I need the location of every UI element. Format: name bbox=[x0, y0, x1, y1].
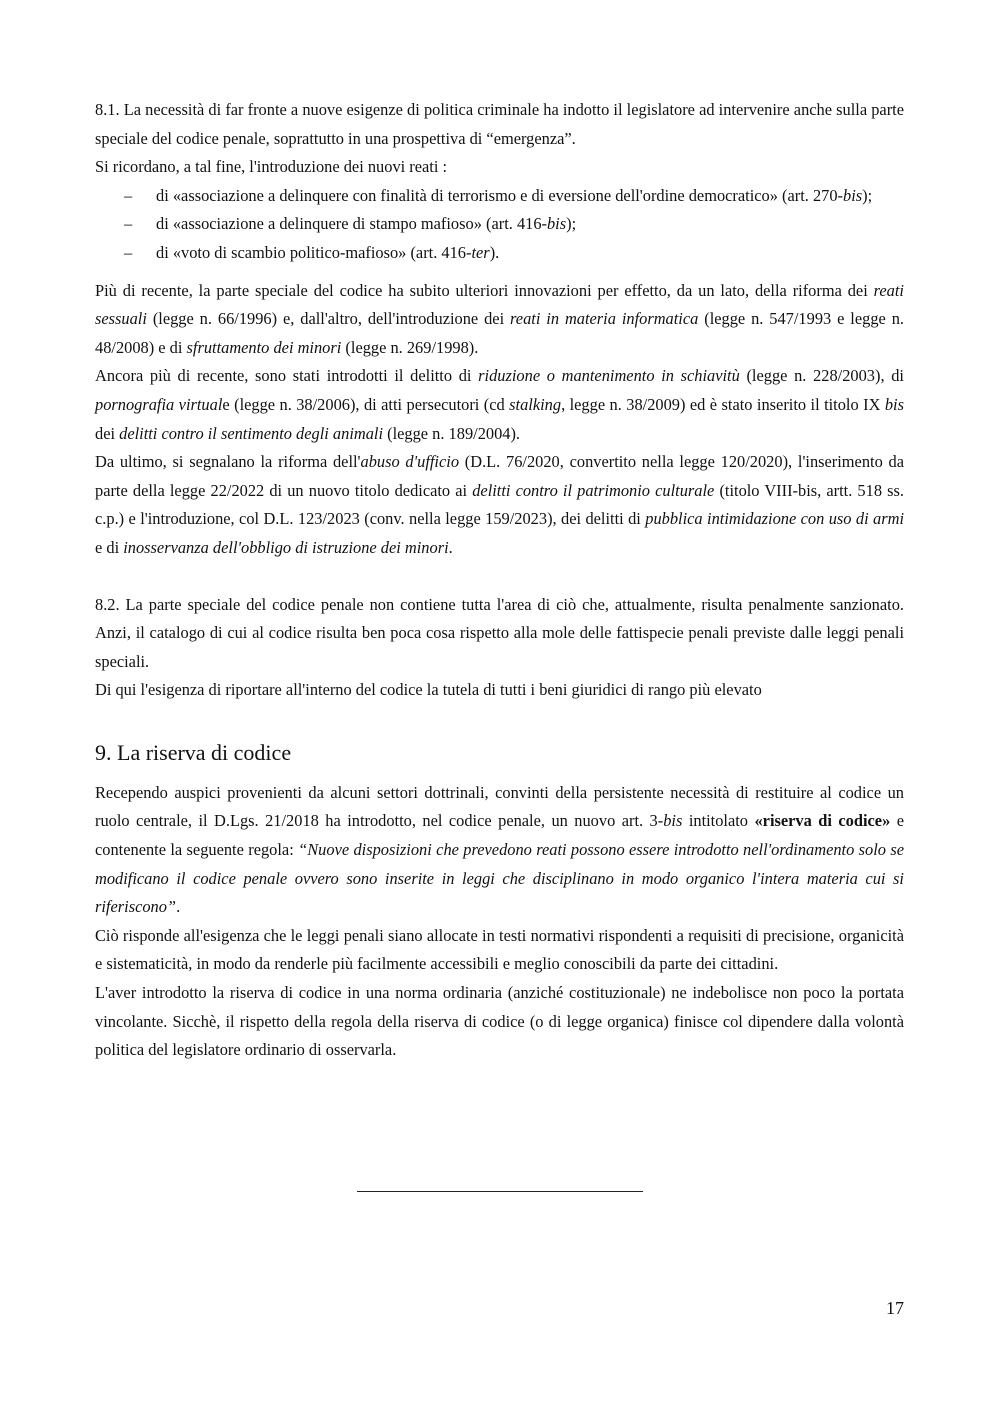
paragraph-riserva-purpose: Ciò risponde all'esigenza che le leggi penali siano allocate in testi normativi rispondenti a requisiti di precisione, organicità e sistematicità, in modo da renderle più facilmente accessibili e meglio conoscibili da parte dei cittadini. bbox=[95, 925, 904, 974]
dash-bullet: – bbox=[124, 185, 133, 205]
new-crimes-list bbox=[95, 182, 904, 268]
list-item: – di «voto di scambio politico-mafioso» (art. 416-ter). bbox=[95, 239, 904, 268]
paragraph-8-1-list-intro: Si ricordano, a tal fine, l'introduzione dei nuovi reati : bbox=[95, 157, 448, 177]
paragraph-latest-reforms: Da ultimo, si segnalano la riforma dell'abuso d'ufficio (D.L. 76/2020, convertito nella legge 120/2020), l'inserimento da parte della legge 22/2022 di un nuovo titolo dedicato ai delitti contro il patrimonio culturale (titolo VIII-bis, artt. 518 ss. c.p.) e l'introduzione, col D.L. 123/2023 (conv. nella legge 159/2023), dei delitti di pubblica intimidazione con uso di armi e di inosservanza dell'obbligo di istruzione dei minori. bbox=[95, 452, 905, 557]
list-item: – di «associazione a delinquere di stampo mafioso» (art. 416-bis); bbox=[95, 210, 904, 239]
paragraph-8-1-intro: 8.1. La necessità di far fronte a nuove esigenze di politica criminale ha indotto il legislatore ad intervenire anche sulla parte speciale del codice penale, soprattutto in una prospettiva di “emergenza”. bbox=[95, 100, 904, 148]
separator-line bbox=[357, 1191, 643, 1192]
paragraph-riserva-intro: Recependo auspici provenienti da alcuni settori dottrinali, convinti della persistente necessità di restituire al codice un ruolo centrale, il D.Lgs. 21/2018 ha introdotto, nel codice penale, un nuovo art. 3-bis intitolato «riserva di codice» e contenente la seguente regola: “Nuove disposizioni che prevedono reati possono essere introdotto nell'ordinamento solo se modificano il codice penale ovvero sono inserite in leggi che disciplinano in modo organico l'intera materia cui si riferiscono”. bbox=[95, 782, 905, 917]
paragraph-recent-innovations: Più di recente, la parte speciale del codice ha subito ulteriori innovazioni per effetto, da un lato, della riforma dei reati sessuali (legge n. 66/1996) e, dall'altro, dell'introduzione dei reati in materia informatica (legge n. 547/1993 e legge n. 48/2008) e di sfruttamento dei minori (legge n. 269/1998). bbox=[95, 280, 904, 357]
paragraph-riserva-limits: L'aver introdotto la riserva di codice in una norma ordinaria (anziché costituzionale) ne indebolisce non poco la portata vincolante. Sicchè, il rispetto della regola della riserva di codice (o di legge organica) finisce col dipendere dalla volontà politica del legislatore ordinario di osservarla. bbox=[95, 983, 904, 1060]
paragraph-8-2-conclusion: Di qui l'esigenza di riportare all'interno del codice la tutela di tutti i beni giuridici di rango più elevato bbox=[95, 680, 762, 700]
paragraph-more-recent: Ancora più di recente, sono stati introdotti il delitto di riduzione o mantenimento in schiavitù (legge n. 228/2003), di pornografia virtuale (legge n. 38/2006), di atti persecutori (cd stalking, legge n. 38/2009) ed è stato inserito il titolo IX bis dei delitti contro il sentimento degli animali (legge n. 189/2004). bbox=[95, 366, 904, 443]
page-number: 17 bbox=[886, 1298, 904, 1318]
section-heading: 9. La riserva di codice bbox=[95, 739, 292, 765]
dash-bullet: – bbox=[124, 242, 133, 262]
list-item: – di «associazione a delinquere con finalità di terrorismo e di eversione dell'ordine democratico» (art. 270-bis); bbox=[95, 182, 904, 211]
paragraph-8-2: 8.2. La parte speciale del codice penale non contiene tutta l'area di ciò che, attualmente, risulta penalmente sanzionato. Anzi, il catalogo di cui al codice risulta ben poca cosa rispetto alla mole delle fattispecie penali previste dalle leggi penali speciali. bbox=[95, 594, 904, 671]
page-content bbox=[95, 96, 904, 1065]
dash-bullet: – bbox=[124, 214, 133, 234]
